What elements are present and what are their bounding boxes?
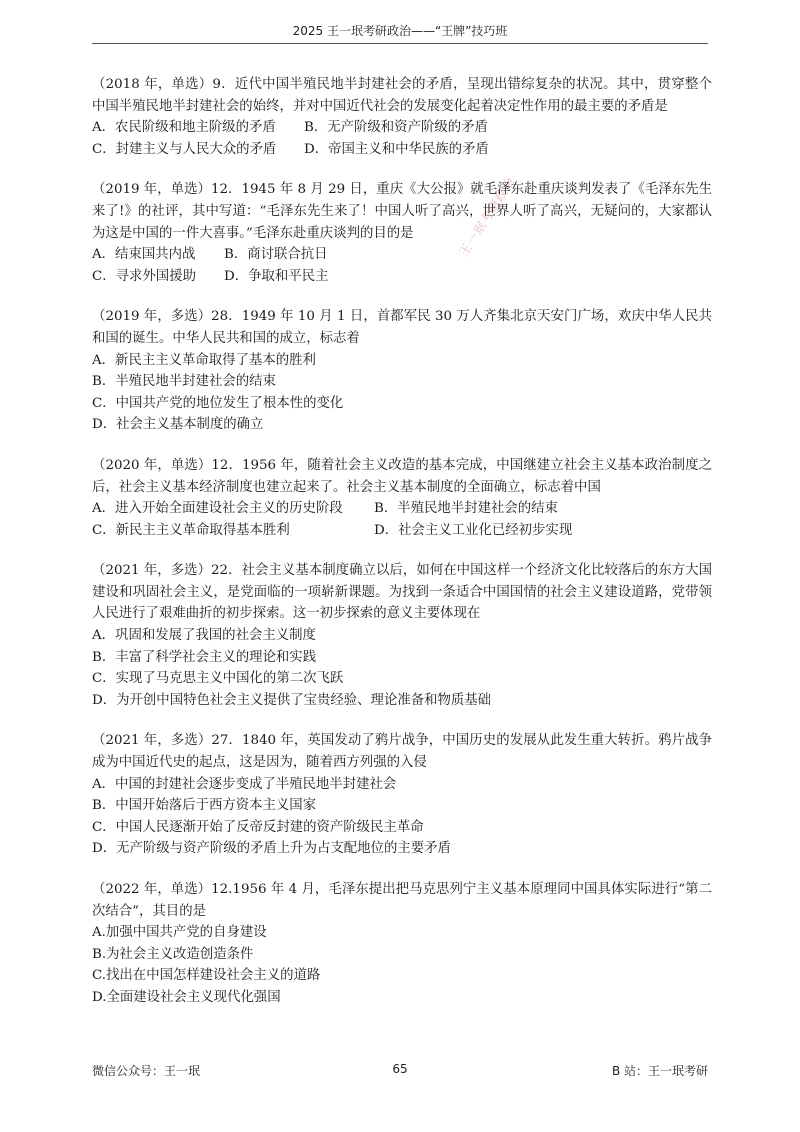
option-b: B．无产阶级和资产阶级的矛盾 [304, 120, 488, 136]
option-group [92, 625, 712, 711]
option-a: A．新民主主义革命取得了基本的胜利 [92, 352, 316, 368]
option-d: D．社会主义工业化已经初步实现 [374, 522, 573, 538]
option-c: C.找出在中国怎样建设社会主义的道路 [92, 968, 321, 984]
footer-wechat: 微信公众号：王一珉 [92, 1064, 201, 1078]
option-group [92, 350, 712, 436]
option-d: D．为开创中国特色社会主义提供了宝贵经验、理论准备和物质基础 [92, 692, 492, 708]
question-item [92, 74, 712, 160]
question-stem: （2021 年，多选）27．1840 年，英国发动了鸦片战争，中国历史的发展从此发生重大转折。鸦片战争成为中国近代史的起点，这是因为，随着西方列强的入侵 [92, 733, 712, 771]
option-b: B．丰富了科学社会主义的理论和实践 [92, 649, 317, 665]
option-group [92, 774, 712, 860]
option-group [92, 498, 712, 541]
option-c: C．中国人民逐渐开始了反帝反封建的资产阶级民主革命 [92, 819, 424, 835]
option-b: B．半殖民地半封建社会的结束 [92, 374, 276, 390]
option-a: A．农民阶级和地主阶级的矛盾 [92, 120, 276, 136]
option-d: D．帝国主义和中华民族的矛盾 [304, 141, 489, 157]
option-a: A．中国的封建社会逐步变成了半殖民地半封建社会 [92, 776, 397, 792]
option-c: C．实现了马克思主义中国化的第二次飞跃 [92, 671, 344, 687]
option-a: A．进入开始全面建设社会主义的历史阶段 [92, 501, 343, 517]
question-item [92, 179, 712, 287]
question-stem: （2020 年，单选）12．1956 年，随着社会主义改造的基本完成，中国继建立社会主义基本政治制度之后，社会主义基本经济制度也建立起来了。社会主义基本制度的全面确立，标志着中国 [92, 457, 712, 495]
option-c: C．新民主主义革命取得基本胜利 [92, 522, 290, 538]
question-item [92, 879, 712, 1009]
option-b: B．商讨联合抗日 [224, 247, 328, 263]
question-list [92, 74, 712, 1028]
option-b: B.为社会主义改造创造条件 [92, 946, 254, 962]
question-item [92, 560, 712, 711]
question-stem: （2018 年，单选）9．近代中国半殖民地半封建社会的矛盾，呈现出错综复杂的状况。其中，贯穿整个中国半殖民地半封建社会的始终，并对中国近代社会的发展变化起着决定性作用的最主要的矛盾是 [92, 77, 712, 114]
option-group [92, 922, 712, 1008]
option-d: D．争取和平民主 [224, 268, 329, 284]
question-item [92, 455, 712, 541]
option-d: D．社会主义基本制度的确立 [92, 417, 264, 433]
option-c: C．中国共产党的地位发生了根本性的变化 [92, 395, 344, 411]
option-a: A.加强中国共产党的自身建设 [92, 925, 267, 941]
option-group [92, 244, 712, 287]
question-stem: （2019 年，单选）12．1945 年 8 月 29 日，重庆《大公报》就毛泽东赴重庆谈判发表了《毛泽东先生来了!》的社评，其中写道：“毛泽东先生来了！中国人听了高兴，世界人听了高兴，无疑问的，大家都认为这是中国的一件大喜事。”毛泽东赴重庆谈判的目的是 [92, 182, 712, 241]
question-item [92, 306, 712, 436]
footer-bilibili: B 站：王一珉考研 [611, 1064, 708, 1078]
option-a: A．巩固和发展了我国的社会主义制度 [92, 628, 316, 644]
question-stem: （2021 年，多选）22．社会主义基本制度确立以后，如何在中国这样一个经济文化比较落后的东方大国建设和巩固社会主义，是党面临的一项崭新课题。为找到一条适合中国国情的社会主义建设道路，党带领人民进行了艰难曲折的初步探索。这一初步探索的意义主要体现在 [92, 563, 712, 622]
header-title: 2025 王一珉考研政治——“王牌”技巧班 [292, 24, 508, 38]
question-stem: （2022 年，单选）12.1956 年 4 月，毛泽东提出把马克思列宁主义基本原理同中国具体实际进行“第二次结合”，其目的是 [92, 882, 712, 919]
question-stem: （2019 年，多选）28．1949 年 10 月 1 日，首都军民 30 万人齐集北京天安门广场，欢庆中华人民共和国的诞生。中华人民共和国的成立，标志着 [92, 309, 712, 346]
option-b: B．中国开始落后于西方资本主义国家 [92, 798, 317, 814]
option-d: D．无产阶级与资产阶级的矛盾上升为占支配地位的主要矛盾 [92, 841, 451, 857]
page-number: 65 [392, 1062, 408, 1076]
watermark: 王一珉考研政治 [456, 174, 518, 259]
option-b: B．半殖民地半封建社会的结束 [374, 501, 558, 517]
option-group [92, 117, 712, 160]
question-item [92, 730, 712, 860]
option-d: D.全面建设社会主义现代化强国 [92, 989, 281, 1005]
option-c: C．寻求外国援助 [92, 268, 196, 284]
option-a: A．结束国共内战 [92, 247, 196, 263]
page-header [92, 22, 708, 44]
option-c: C．封建主义与人民大众的矛盾 [92, 141, 277, 157]
